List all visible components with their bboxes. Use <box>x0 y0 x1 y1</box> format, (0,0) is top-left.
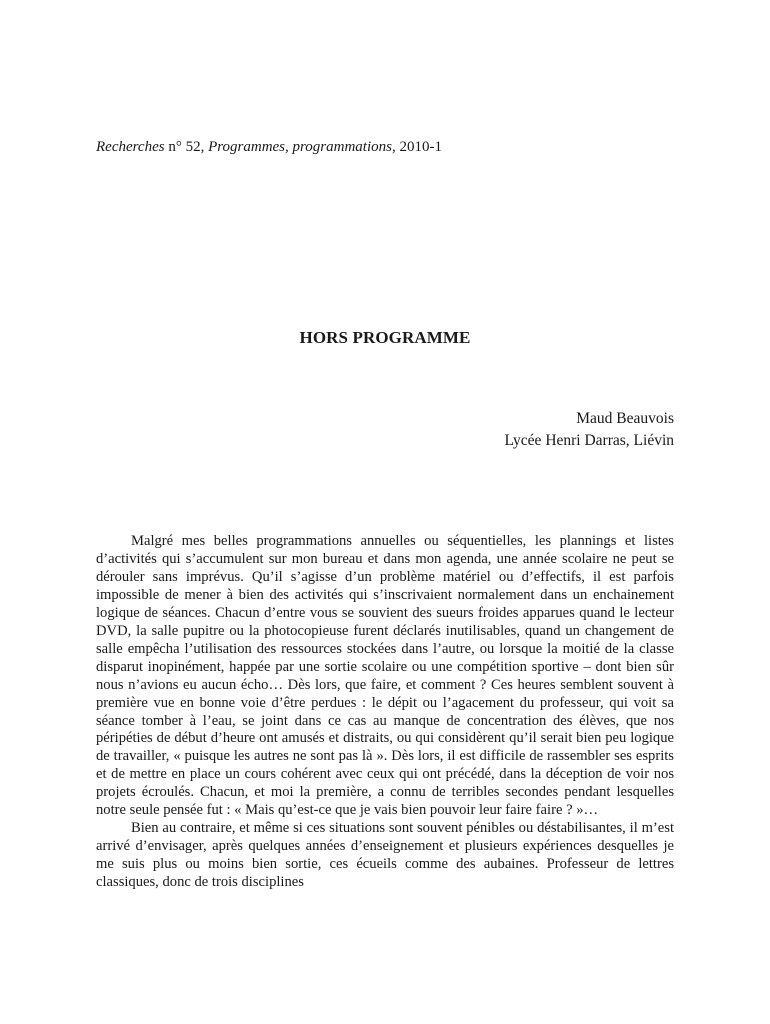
paragraph: Malgré mes belles programmations annuelles ou séquentielles, les plannings et listes d’activités qui s’accumulent sur mon bureau et dans mon agenda, une année scolaire ne peut se dérouler sans imprévus. Qu’il s’agisse d’un problème matériel ou d’effectifs, il est parfois impossible de mener à bien des activités qui s’inscrivaient normalement dans un enchainement logique de séances. Chacun d’entre vous se souvient des sueurs froides apparues quand le lecteur DVD, la salle pupitre ou la photocopieuse furent déclarés inutilisables, quand un changement de salle empêcha l’utilisation des ressources stockées dans l’autre, ou lorsque la moitié de la classe disparut inopinément, happée par une sortie scolaire ou une compétition sportive – dont bien sûr nous n’avions eu aucun écho… Dès lors, que faire, et comment ? Ces heures semblent souvent à première vue en bonne voie d’être perdues : le dépit ou l’agacement du professeur, qui voit sa séance tomber à l’eau, se joint dans ce cas au manque de concentration des élèves, que nos péripéties de début d’heure ont amusés et distraits, ou qui considèrent qu’il serait bien peu logique de travailler, « puisque les autres ne sont pas là ». Dès lors, il est difficile de rassembler ses esprits et de mettre en place un cours cohérent avec ceux qui ont précédé, dans la déception de voir nos projets écroulés. Chacun, et moi la première, a connu de terribles secondes pendant lesquelles notre seule pensée fut : « Mais qu’est-ce que je vais bien pouvoir leur faire faire ? »… <box>96 533 674 819</box>
author-name: Maud Beauvois <box>576 410 674 427</box>
journal-name: Recherches <box>96 139 165 155</box>
issue-year: , 2010-1 <box>391 139 442 155</box>
issue-number: n° 52, <box>164 139 209 155</box>
byline <box>504 408 674 452</box>
issue-theme: Programmes, programmations <box>208 139 392 155</box>
article-body <box>96 533 674 892</box>
author-affiliation: Lycée Henri Darras, Liévin <box>504 432 674 449</box>
article-title: HORS PROGRAMME <box>299 328 471 347</box>
paragraph: Bien au contraire, et même si ces situations sont souvent pénibles ou déstabilisantes, il m’est arrivé d’envisager, après quelques années d’enseignement et plusieurs expériences desquelles je me suis plus ou moins bien sortie, ces écueils comme des aubaines. Professeur de lettres classiques, donc de trois disciplines <box>96 820 674 891</box>
running-header <box>96 138 442 156</box>
